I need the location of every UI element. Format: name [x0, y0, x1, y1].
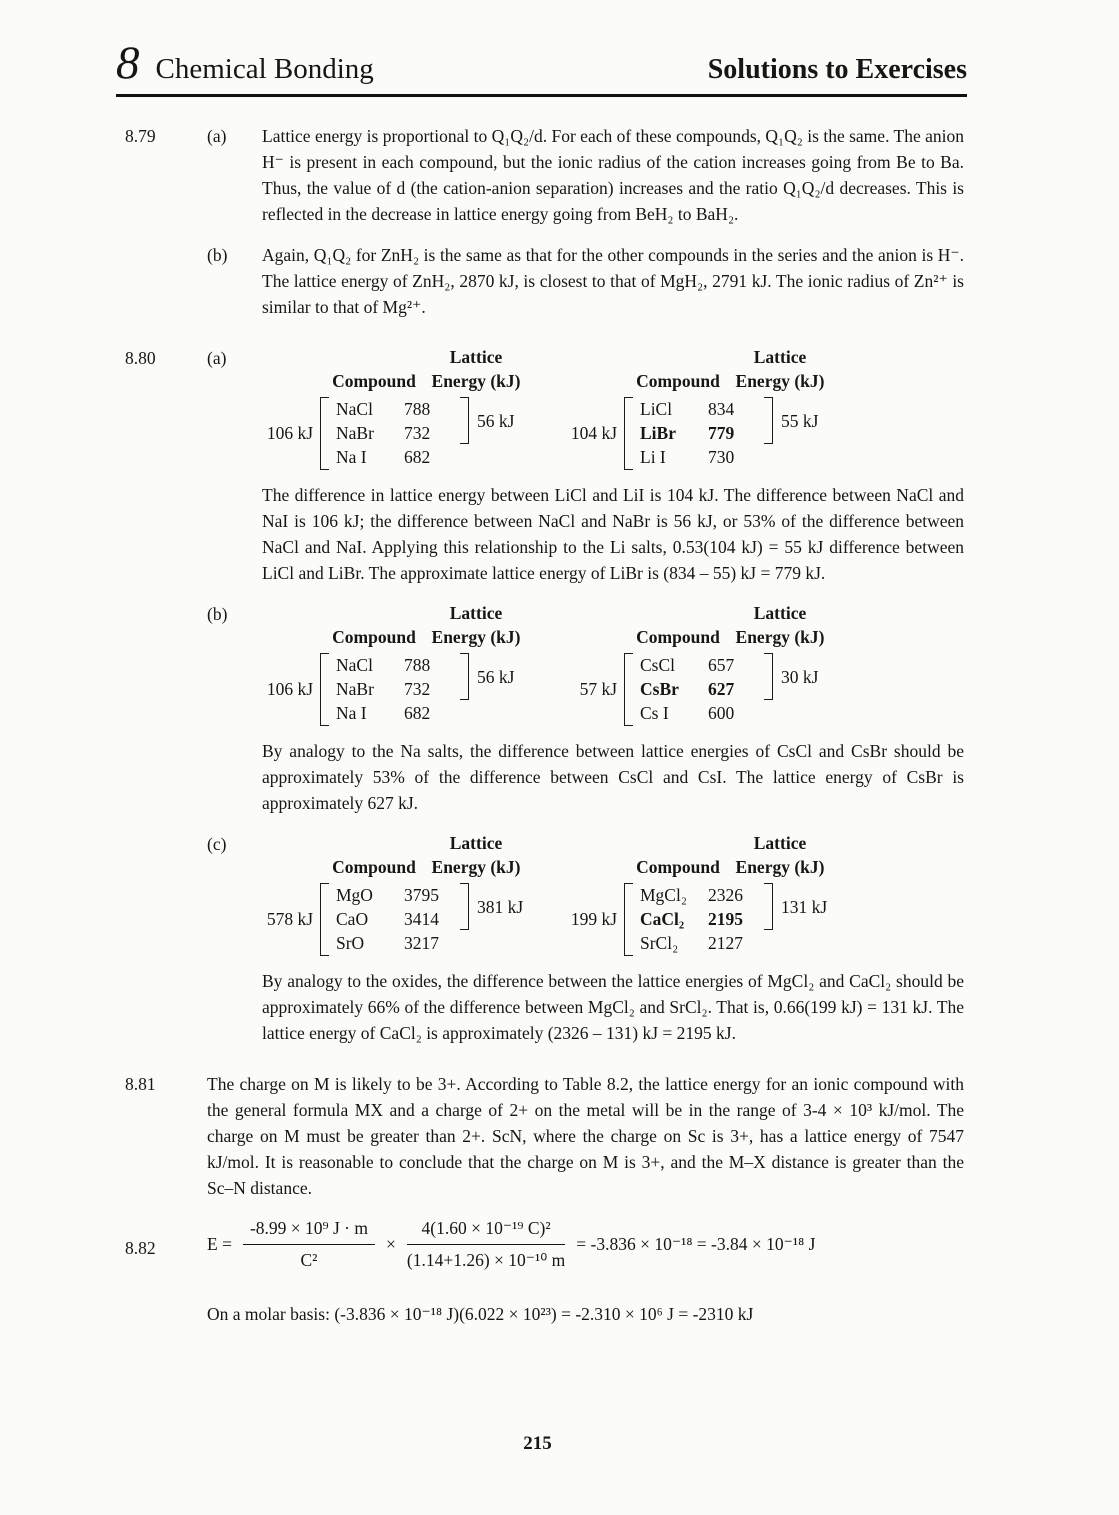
- chapter-number: 8: [116, 37, 140, 89]
- header-lattice: Lattice: [449, 603, 503, 623]
- lattice-table-na: [262, 601, 528, 726]
- table-row: [640, 907, 764, 931]
- compound-cell: LiBr: [640, 423, 676, 443]
- table-header: [628, 601, 832, 649]
- inner-diff-label: 56 kJ: [477, 410, 515, 431]
- table-header: [628, 345, 832, 393]
- right-bracket: [460, 653, 469, 700]
- compound-cell: NaCl: [336, 399, 373, 419]
- outer-diff-label: 106 kJ: [266, 423, 313, 443]
- problem-8-80: [125, 345, 964, 1061]
- problem-number: 8.80: [125, 348, 156, 368]
- energy-cell: 682: [404, 703, 431, 723]
- compound-cell: NaBr: [336, 679, 374, 699]
- table-row: [336, 883, 460, 907]
- left-bracket: [624, 397, 633, 470]
- compound-cell: CaCl₂: [640, 909, 685, 929]
- problem-8-82: [125, 1211, 964, 1327]
- outer-diff-label: 199 kJ: [570, 909, 617, 929]
- molar-basis-line: On a molar basis: (-3.836 × 10⁻¹⁸ J)(6.022 × 10²³) = -2.310 × 10⁶ J = -2310 kJ: [207, 1304, 754, 1324]
- inner-diff-label: 381 kJ: [477, 896, 524, 917]
- page-header: [0, 0, 1119, 97]
- energy-cell: 600: [708, 703, 735, 723]
- energy-cell: 730: [708, 447, 735, 467]
- compound-cell: CaO: [336, 909, 369, 929]
- multiply-operator: ×: [386, 1234, 396, 1254]
- lattice-table-cs: [566, 601, 832, 726]
- energy-cell: 2326: [708, 885, 743, 905]
- energy-cell: 682: [404, 447, 431, 467]
- energy-cell: 732: [404, 423, 431, 443]
- energy-cell: 657: [708, 655, 735, 675]
- header-energy: Energy (kJ): [431, 627, 521, 647]
- part-label: (c): [207, 834, 227, 854]
- table-row: [336, 397, 460, 421]
- header-compound: Compound: [636, 857, 720, 877]
- outer-diff-label: 578 kJ: [266, 909, 313, 929]
- page-content: [0, 97, 1119, 1327]
- right-bracket: [460, 883, 469, 930]
- header-compound: Compound: [636, 371, 720, 391]
- part-a: [207, 123, 964, 227]
- problem-8-81: [125, 1071, 964, 1201]
- inner-diff-label: 131 kJ: [781, 896, 828, 917]
- part-label: (b): [207, 245, 228, 265]
- part-text: The difference in lattice energy between LiCl and LiI is 104 kJ. The difference between NaCl and NaI is 106 kJ; the difference between NaCl and NaBr is 56 kJ, or 53% of the difference between NaCl and NaI. Applying this relationship to the Li salts, 0.53(104 kJ) = 55 kJ difference between LiCl and LiBr. The approximate lattice energy of LiBr is (834 – 55) kJ = 779 kJ.: [262, 485, 964, 583]
- part-text: Again, Q₁Q₂ for ZnH₂ is the same as that for the other compounds in the series and the anion is H⁻. The lattice energy of ZnH₂, 2870 kJ, is closest to that of MgH₂, 2791 kJ. The ionic radius of Zn²⁺ is similar to that of Mg²⁺.: [262, 245, 964, 317]
- left-bracket: [320, 653, 329, 726]
- outer-diff-label: 57 kJ: [579, 679, 617, 699]
- problem-number: 8.82: [125, 1238, 156, 1258]
- header-lattice: Lattice: [753, 347, 807, 367]
- compound-cell: SrO: [336, 933, 365, 953]
- energy-cell: 788: [404, 655, 431, 675]
- fraction-numerator: 4(1.60 × 10⁻¹⁹ C)²: [407, 1215, 565, 1245]
- page-number: 215: [523, 1433, 552, 1454]
- part-label: (a): [207, 348, 227, 368]
- left-bracket: [320, 397, 329, 470]
- lattice-table-chlorides: [566, 831, 832, 956]
- problem-text: The charge on M is likely to be 3+. According to Table 8.2, the lattice energy for an ionic compound with the general formula MX and a charge of 2+ on the metal will be in the range of 3-4 × 10³ kJ/mol. The charge on M must be greater than 2+. ScN, where the charge on Sc is 3+, has a lattice energy of 7547 kJ/mol. It is reasonable to conclude that the charge on M is 3+, and the M–X distance is greater than the Sc–N distance.: [207, 1074, 964, 1198]
- lattice-table-na: [262, 345, 528, 470]
- header-compound: Compound: [636, 627, 720, 647]
- header-compound: Compound: [332, 627, 416, 647]
- table-row: [640, 397, 764, 421]
- part-b: [207, 242, 964, 320]
- table-header: [324, 831, 528, 879]
- header-energy: Energy (kJ): [735, 857, 825, 877]
- table-row: [640, 421, 764, 445]
- left-bracket: [624, 653, 633, 726]
- fraction-denominator: (1.14+1.26) × 10⁻¹⁰ m: [406, 1250, 566, 1270]
- part-c: [207, 831, 964, 1046]
- fraction-2: [407, 1215, 565, 1273]
- table-row: [640, 653, 764, 677]
- part-label: (b): [207, 604, 228, 624]
- problem-number: 8.81: [125, 1074, 156, 1094]
- table-row: [640, 883, 764, 907]
- problem-8-79: [125, 123, 964, 335]
- compound-cell: Na I: [336, 703, 367, 723]
- solutions-title: Solutions to Exercises: [707, 54, 967, 85]
- energy-cell: 627: [708, 679, 735, 699]
- header-energy: Energy (kJ): [735, 627, 825, 647]
- right-bracket: [764, 653, 773, 700]
- table-row: [640, 701, 764, 725]
- compound-cell: Na I: [336, 447, 367, 467]
- lattice-comparison-a: [262, 345, 964, 470]
- table-row: [336, 907, 460, 931]
- chapter-title: Chemical Bonding: [155, 53, 374, 85]
- part-text: By analogy to the Na salts, the difference between lattice energies of CsCl and CsBr should be approximately 53% of the difference between CsCl and CsI. The lattice energy of CsBr is approximately 627 kJ.: [262, 741, 964, 813]
- energy-cell: 3217: [404, 933, 439, 953]
- energy-cell: 2127: [708, 933, 743, 953]
- compound-cell: CsCl: [640, 655, 676, 675]
- table-row: [336, 701, 460, 725]
- table-header: [324, 345, 528, 393]
- part-text: By analogy to the oxides, the difference between the lattice energies of MgCl₂ and CaCl₂ should be approximately 66% of the difference between MgCl₂ and SrCl₂. That is, 0.66(199 kJ) = 131 kJ. The lattice energy of CaCl₂ is approximately (2326 – 131) kJ = 2195 kJ.: [262, 971, 964, 1043]
- part-b: [207, 601, 964, 816]
- compound-cell: CsBr: [640, 679, 679, 699]
- header-compound: Compound: [332, 857, 416, 877]
- equation-result: = -3.836 × 10⁻¹⁸ = -3.84 × 10⁻¹⁸ J: [576, 1234, 816, 1254]
- table-row: [640, 445, 764, 469]
- energy-cell: 3414: [404, 909, 439, 929]
- inner-diff-label: 30 kJ: [781, 666, 819, 687]
- table-header: [324, 601, 528, 649]
- energy-cell: 779: [708, 423, 735, 443]
- energy-equation: [207, 1215, 964, 1273]
- compound-cell: MgO: [336, 885, 373, 905]
- table-header: [628, 831, 832, 879]
- energy-cell: 834: [708, 399, 735, 419]
- table-row: [336, 677, 460, 701]
- part-label: (a): [207, 126, 227, 146]
- lattice-comparison-b: [262, 601, 964, 726]
- compound-cell: NaCl: [336, 655, 373, 675]
- header-compound: Compound: [332, 371, 416, 391]
- table-row: [336, 653, 460, 677]
- compound-cell: MgCl₂: [640, 885, 687, 905]
- right-bracket: [764, 397, 773, 444]
- compound-cell: LiCl: [640, 399, 673, 419]
- table-row: [640, 677, 764, 701]
- right-bracket: [460, 397, 469, 444]
- header-lattice: Lattice: [449, 833, 503, 853]
- chapter-heading: [116, 37, 374, 89]
- compound-cell: Cs I: [640, 703, 669, 723]
- right-bracket: [764, 883, 773, 930]
- header-energy: Energy (kJ): [735, 371, 825, 391]
- table-row: [640, 931, 764, 955]
- fraction-numerator: -8.99 × 10⁹ J · m: [243, 1215, 375, 1245]
- compound-cell: Li I: [640, 447, 666, 467]
- lattice-table-li: [566, 345, 832, 470]
- table-row: [336, 445, 460, 469]
- left-bracket: [624, 883, 633, 956]
- header-energy: Energy (kJ): [431, 371, 521, 391]
- lattice-table-oxides: [262, 831, 528, 956]
- fraction-1: [243, 1215, 375, 1273]
- table-row: [336, 421, 460, 445]
- part-a: [207, 345, 964, 586]
- energy-cell: 732: [404, 679, 431, 699]
- compound-cell: SrCl₂: [640, 933, 679, 953]
- part-text: Lattice energy is proportional to Q₁Q₂/d. For each of these compounds, Q₁Q₂ is the same. The anion H⁻ is present in each compound, but the ionic radius of the cation increases going from Be to Ba. Thus, the value of d (the cation-anion separation) increases and the ratio Q₁Q₂/d decreases. This is reflected in the decrease in lattice energy going from BeH₂ to BaH₂.: [262, 126, 964, 224]
- equation-lhs: E =: [207, 1234, 232, 1254]
- header-energy: Energy (kJ): [431, 857, 521, 877]
- energy-cell: 3795: [404, 885, 439, 905]
- energy-cell: 2195: [708, 909, 743, 929]
- lattice-comparison-c: [262, 831, 964, 956]
- table-row: [336, 931, 460, 955]
- header-lattice: Lattice: [753, 833, 807, 853]
- problem-number: 8.79: [125, 126, 156, 146]
- inner-diff-label: 56 kJ: [477, 666, 515, 687]
- outer-diff-label: 104 kJ: [570, 423, 617, 443]
- outer-diff-label: 106 kJ: [266, 679, 313, 699]
- energy-cell: 788: [404, 399, 431, 419]
- compound-cell: NaBr: [336, 423, 374, 443]
- header-lattice: Lattice: [449, 347, 503, 367]
- fraction-denominator: C²: [300, 1250, 318, 1270]
- header-lattice: Lattice: [753, 603, 807, 623]
- left-bracket: [320, 883, 329, 956]
- inner-diff-label: 55 kJ: [781, 410, 819, 431]
